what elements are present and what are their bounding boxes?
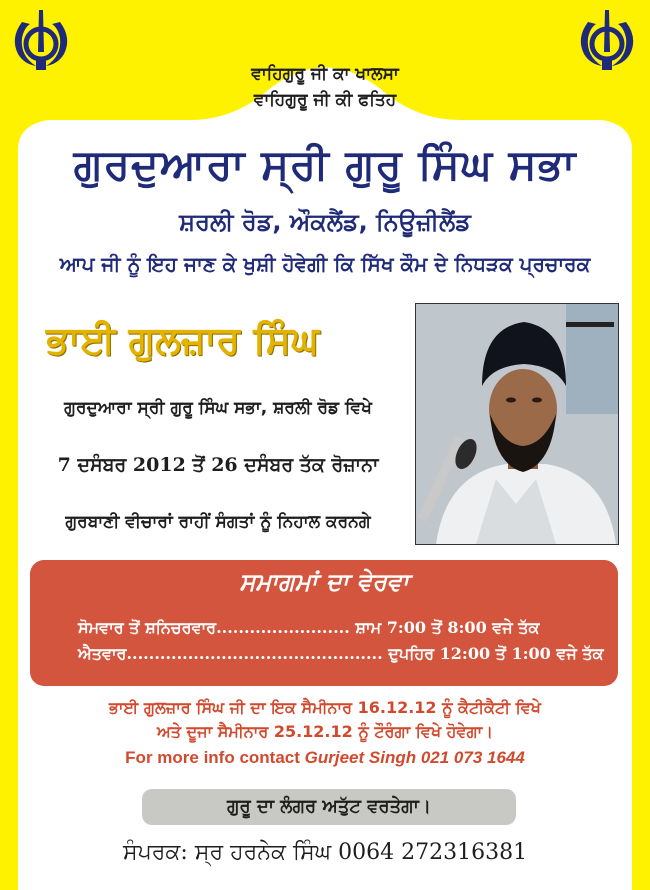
schedule-row-day: ਸੋਮਵਾਰ ਤੋਂ ਸ਼ਨਿਚਰਵਾਰ........................ [78, 618, 350, 637]
purpose-line: ਗੁਰਬਾਣੀ ਵੀਚਾਰਾਂ ਰਾਹੀਂ ਸੰਗਤਾਂ ਨੂੰ ਨਿਹਾਲ ਕਰਨਗੇ [65, 512, 371, 532]
seminar-line-1: ਭਾਈ ਗੁਲਜ਼ਾਰ ਸਿੰਘ ਜੀ ਦਾ ਇਕ ਸੈਮੀਨਾਰ 16.12.12 ਨੂੰ ਕੈਟੀਕੈਟੀ ਵਿਖੇ [109, 698, 541, 717]
contact-prefix: For more info contact [125, 748, 300, 767]
intro-text: ਆਪ ਜੀ ਨੂੰ ਇਹ ਜਾਣ ਕੇ ਖੁਸ਼ੀ ਹੋਵੇਗੀ ਕਿ ਸਿੱਖ ਕੌਮ ਦੇ ਨਿਧੜਕ ਪ੍ਰਚਾਰਕ [59, 252, 591, 276]
schedule-row-time: ਸ਼ਾਮ 7:00 ਤੋਂ 8:00 ਵਜੇ ਤੱਕ [355, 618, 540, 637]
schedule-row-time: ਦੁਪਹਿਰ 12:00 ਤੋਂ 1:00 ਵਜੇ ਤੱਕ [388, 644, 604, 663]
schedule-row-day: ਐਤਵਾਰ.............................................. [78, 644, 383, 663]
footer-contact: ਸੰਪਰਕ: ਸ੍ਰ ਹਰਨੇਕ ਸਿੰਘ 0064 272316381 [122, 840, 528, 865]
blessing-line-2: ਵਾਹਿਗੁਰੂ ਜੀ ਕੀ ਫਤਿਹ [253, 90, 397, 110]
langar-banner: ਗੁਰੂ ਦਾ ਲੰਗਰ ਅਤੁੱਟ ਵਰਤੇਗਾ। [142, 789, 516, 825]
speaker-portrait [416, 304, 618, 544]
contact-info [0, 748, 650, 768]
speaker-photo [415, 303, 619, 545]
schedule-row [78, 644, 604, 664]
venue-line: ਗੁਰਦੁਆਰਾ ਸ੍ਰੀ ਗੁਰੂ ਸਿੰਘ ਸਭਾ, ਸ਼ਰਲੀ ਰੋਡ ਵਿਖੇ [64, 398, 372, 418]
contact-name-phone: Gurjeet Singh 021 073 1644 [304, 748, 525, 767]
blessing-line-1: ਵਾਹਿਗੁਰੂ ਜੀ ਕਾ ਖਾਲਸਾ [251, 64, 399, 84]
date-line: 7 ਦਸੰਬਰ 2012 ਤੋਂ 26 ਦਸੰਬਰ ਤੱਕ ਰੋਜ਼ਾਨਾ [57, 454, 379, 476]
schedule-title: ਸਮਾਗਮਾਂ ਦਾ ਵੇਰਵਾ [239, 568, 409, 596]
gurdwara-address: ਸ਼ਰਲੀ ਰੋਡ, ਔਕਲੈਂਡ, ਨਿਊਜ਼ੀਲੈਂਡ [179, 208, 471, 236]
seminar-line-2: ਅਤੇ ਦੂਜਾ ਸੈਮੀਨਾਰ 25.12.12 ਨੂੰ ਟੌਰੰਗਾ ਵਿਖੇ ਹੋਵੇਗਾ। [157, 722, 493, 741]
schedule-panel [30, 560, 618, 686]
gurdwara-title: ਗੁਰਦੁਆਰਾ ਸ੍ਰੀ ਗੁਰੂ ਸਿੰਘ ਸਭਾ [73, 140, 577, 189]
speaker-name: ਭਾਈ ਗੁਲਜ਼ਾਰ ਸਿੰਘ [46, 318, 320, 362]
schedule-row [78, 618, 598, 638]
